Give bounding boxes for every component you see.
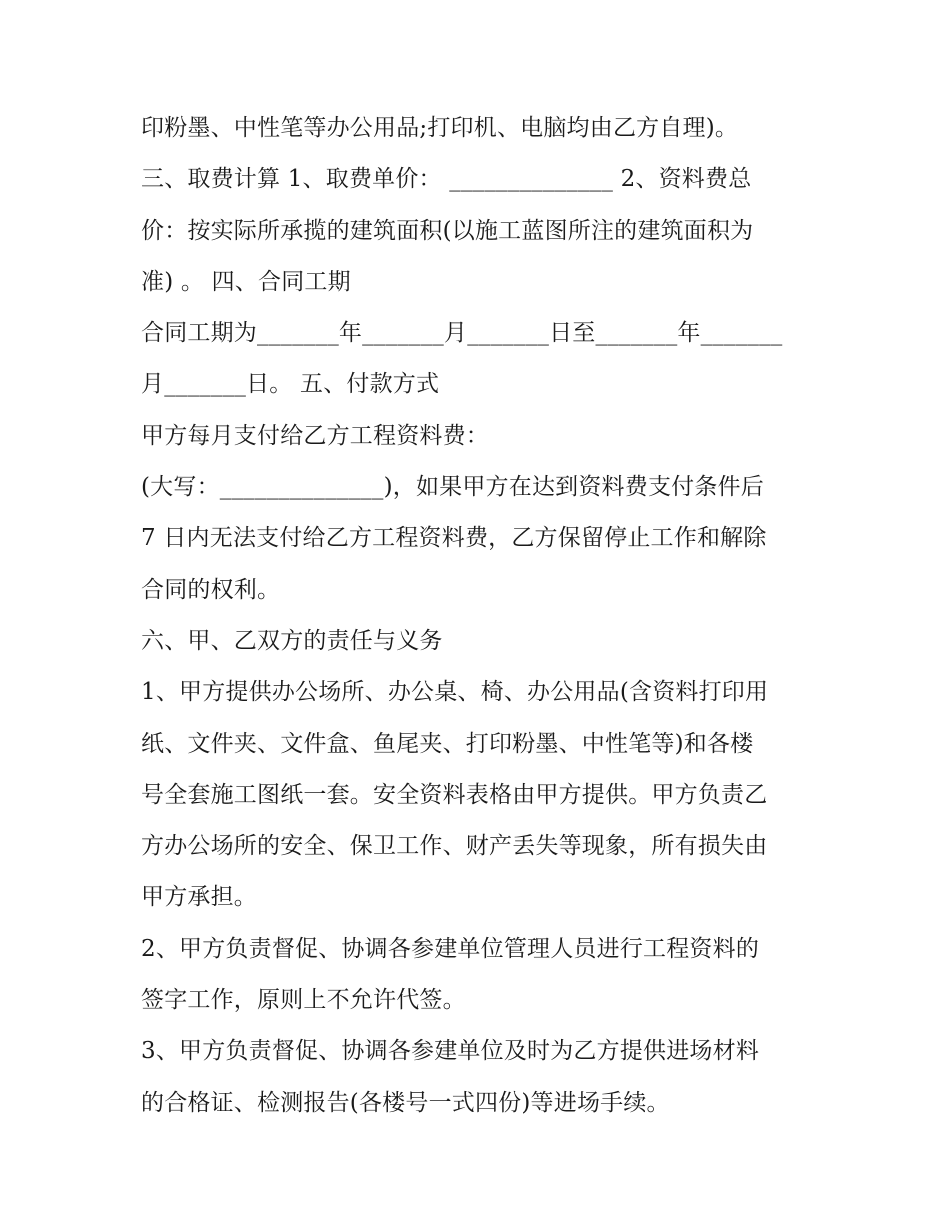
- text-line: 合同的权利。: [141, 576, 281, 603]
- text-line: 方办公场所的安全、保卫工作、财产丢失等现象，所有损失由: [141, 833, 768, 860]
- text-line: 签字工作，原则上不允许代签。: [141, 987, 466, 1014]
- text-line: 2、甲方负责督促、协调各参建单位管理人员进行工程资料的: [141, 935, 760, 962]
- text-line: 7 日内无法支付给乙方工程资料费，乙方保留停止工作和解除: [141, 525, 767, 552]
- text-line: 1、甲方提供办公场所、办公桌、椅、办公用品(含资料打印用: [141, 679, 769, 706]
- text-line: 三、取费计算 1、取费单价： ______________ 2、资料费总: [141, 166, 752, 193]
- contract-body-text: [141, 103, 821, 1129]
- text-line: 号全套施工图纸一套。安全资料表格由甲方提供。甲方负责乙: [141, 781, 768, 808]
- text-line: (大写：______________)，如果甲方在达到资料费支付条件后: [141, 474, 764, 501]
- text-line: 印粉墨、中性笔等办公用品;打印机、电脑均由乙方自理)。: [141, 115, 739, 141]
- text-line: 纸、文件夹、文件盒、鱼尾夹、打印粉墨、中性笔等)和各楼: [141, 730, 754, 757]
- text-line: 价：按实际所承揽的建筑面积(以施工蓝图所注的建筑面积为: [141, 217, 754, 244]
- text-line: 月_______日。 五、付款方式: [141, 371, 440, 398]
- text-line: 3、甲方负责督促、协调各参建单位及时为乙方提供进场材料: [141, 1038, 760, 1065]
- text-line: 的合格证、检测报告(各楼号一式四份)等进场手续。: [141, 1089, 670, 1116]
- text-line: 甲方承担。: [141, 884, 257, 911]
- text-line: 合同工期为_______年_______月_______日至_______年_______: [141, 320, 783, 347]
- text-line: 准) 。 四、合同工期: [141, 268, 351, 295]
- text-line: 甲方每月支付给乙方工程资料费：: [141, 422, 489, 449]
- text-line: 六、甲、乙双方的责任与义务: [141, 627, 443, 654]
